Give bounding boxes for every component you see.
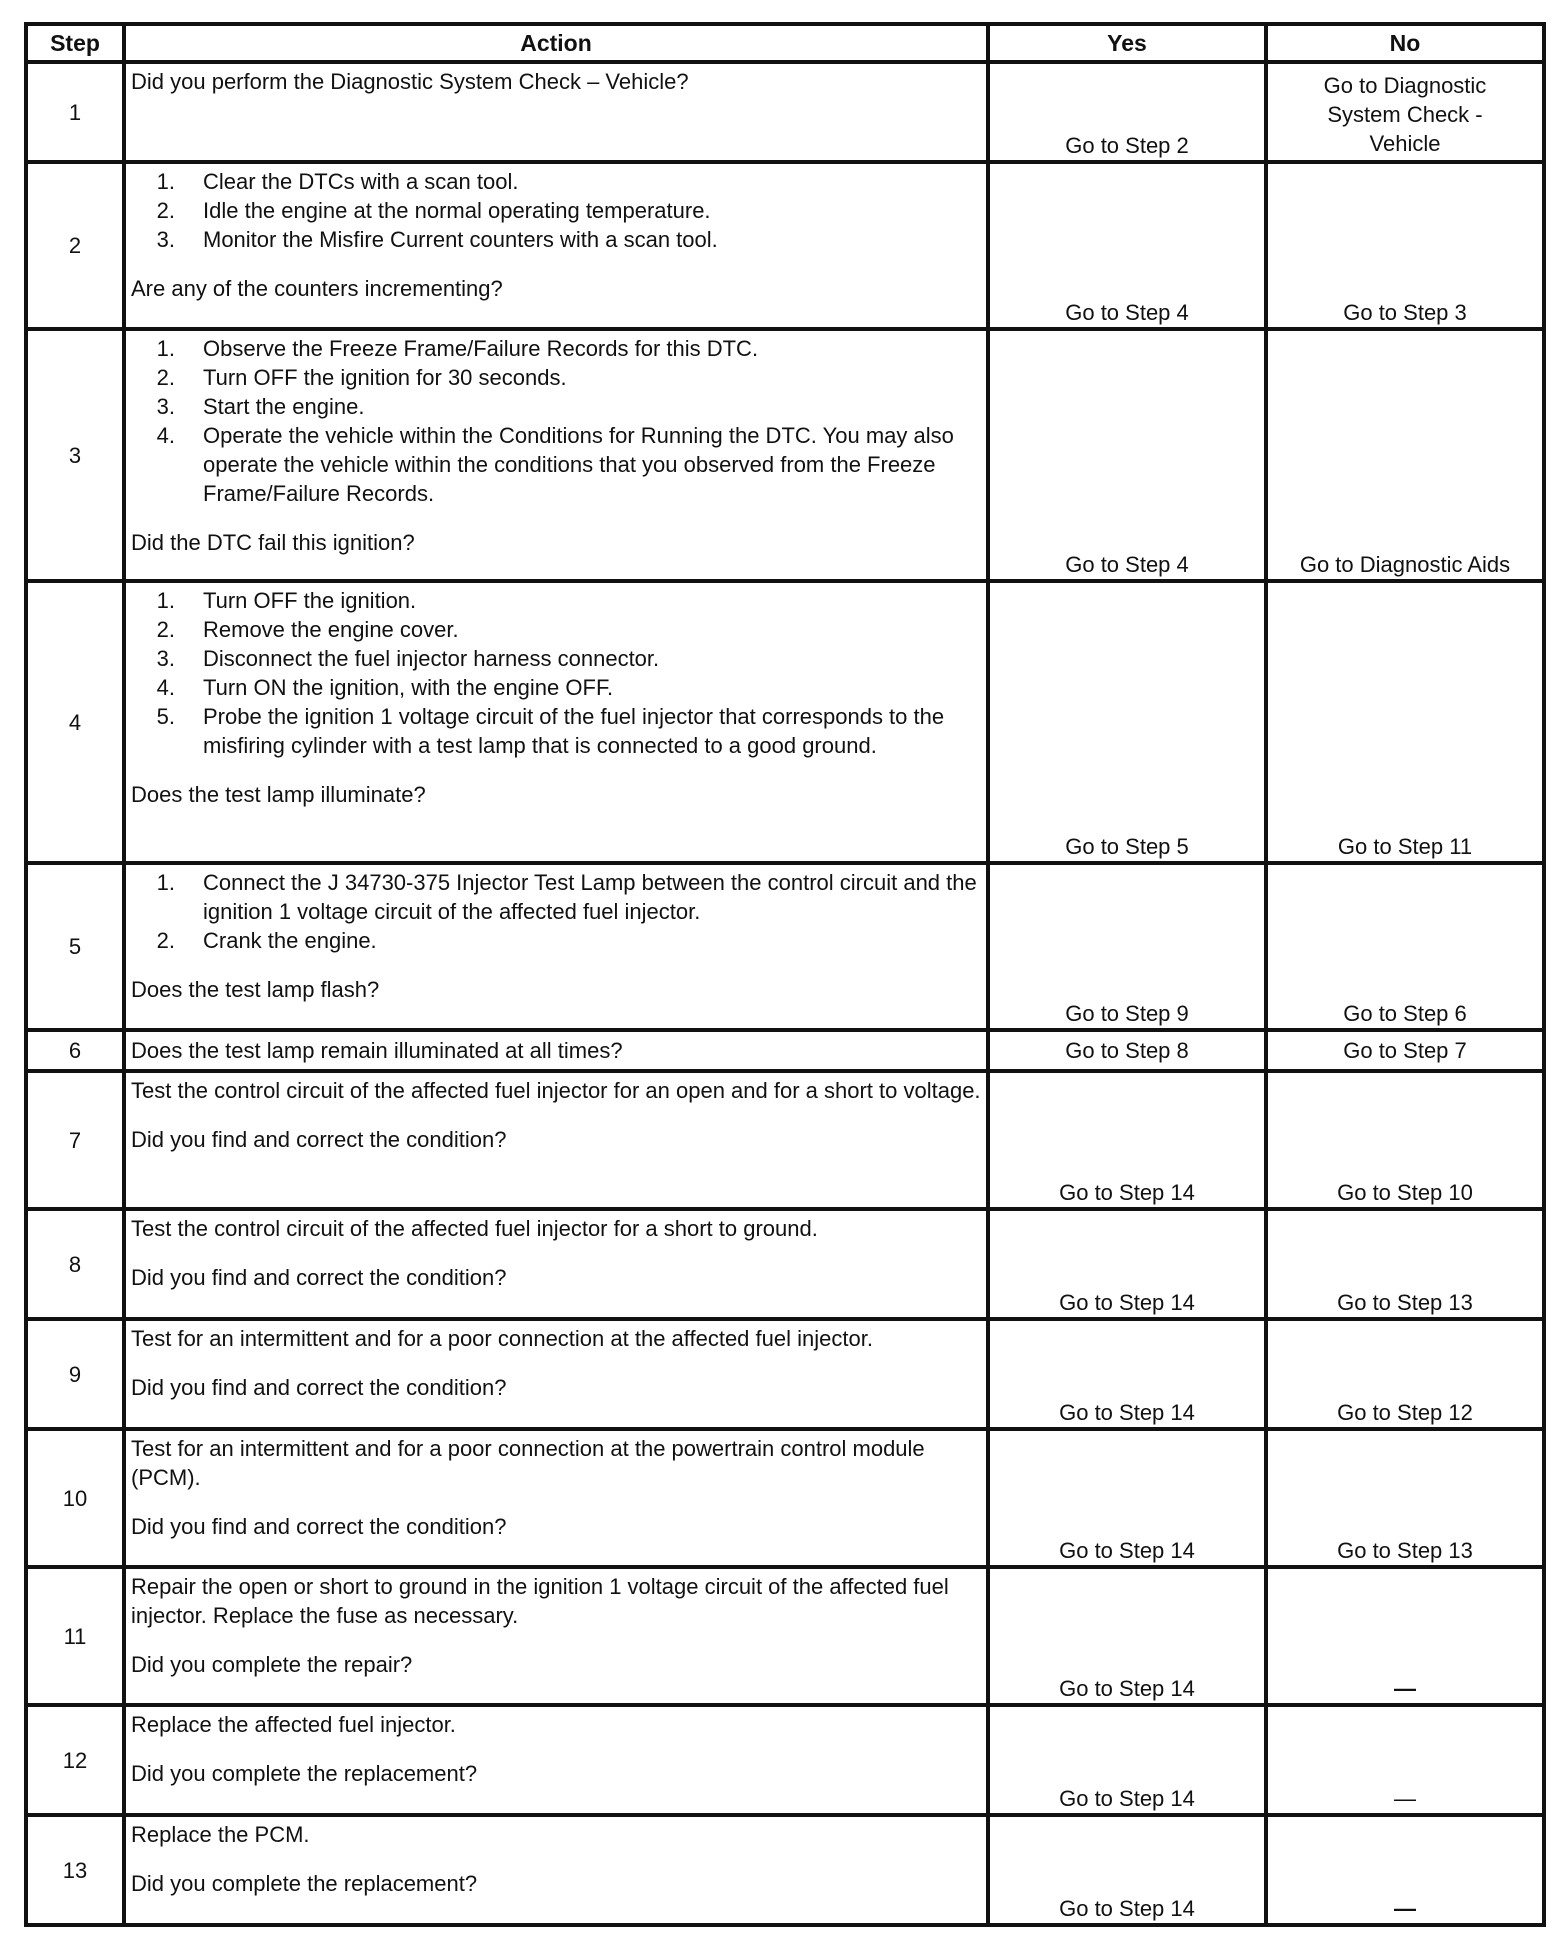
list-item: 1. Turn OFF the ignition. — [156, 588, 417, 613]
step-number: 6 — [26, 1030, 124, 1071]
list-item: 2. Remove the engine cover. — [156, 617, 459, 642]
no-cell: Go to Diagnostic Aids — [1266, 329, 1544, 581]
step-number: 5 — [26, 863, 124, 1030]
step-number: 13 — [26, 1815, 124, 1925]
list-item: 3. Start the engine. — [156, 394, 365, 419]
action-cell — [124, 1429, 988, 1567]
no-cell: Go to Step 10 — [1266, 1071, 1544, 1209]
no-cell — [1266, 1567, 1544, 1705]
action-question: Did you complete the replacement? — [131, 1871, 478, 1896]
list-item: 3. Disconnect the fuel injector harness connector. — [156, 646, 660, 671]
action-question: Did you find and correct the condition? — [131, 1265, 507, 1290]
no-dash: — — [1394, 1676, 1416, 1701]
list-item: 2. Crank the engine. — [156, 928, 377, 953]
action-cell — [124, 162, 988, 329]
step-number: 8 — [26, 1209, 124, 1319]
step-number: 12 — [26, 1705, 124, 1815]
yes-cell: Go to Step 14 — [988, 1429, 1266, 1567]
list-item: 4. Operate the vehicle within the Conditions for Running the DTC. You may also operate the vehicle within the conditions that you observed from the Freeze Frame/Failure Records. — [156, 423, 954, 506]
yes-cell: Go to Step 14 — [988, 1319, 1266, 1429]
table-row — [26, 1429, 1544, 1567]
header-step: Step — [26, 24, 124, 62]
action-cell — [124, 1567, 988, 1705]
table-row — [26, 1209, 1544, 1319]
action-question: Did you find and correct the condition? — [131, 1375, 507, 1400]
yes-cell: Go to Step 4 — [988, 329, 1266, 581]
action-steps — [131, 167, 982, 254]
action-cell — [124, 62, 988, 162]
list-item: 2. Turn OFF the ignition for 30 seconds. — [156, 365, 567, 390]
action-cell — [124, 1209, 988, 1319]
action-cell — [124, 1705, 988, 1815]
yes-cell: Go to Step 4 — [988, 162, 1266, 329]
yes-cell: Go to Step 14 — [988, 1815, 1266, 1925]
table-row — [26, 863, 1544, 1030]
list-item: 1. Clear the DTCs with a scan tool. — [156, 169, 519, 194]
action-text: Replace the affected fuel injector. — [131, 1712, 456, 1737]
action-text: Did you perform the Diagnostic System Check – Vehicle? — [131, 69, 689, 94]
yes-cell: Go to Step 14 — [988, 1071, 1266, 1209]
yes-cell: Go to Step 2 — [988, 62, 1266, 162]
diagnostic-table — [24, 22, 1546, 1927]
action-question: Did you find and correct the condition? — [131, 1514, 507, 1539]
list-item: 4. Turn ON the ignition, with the engine OFF. — [156, 675, 614, 700]
step-number: 4 — [26, 581, 124, 863]
no-dash: — — [1394, 1896, 1416, 1921]
list-item: 1. Observe the Freeze Frame/Failure Records for this DTC. — [156, 336, 759, 361]
action-text: Test the control circuit of the affected fuel injector for a short to ground. — [131, 1216, 818, 1241]
no-cell — [1266, 1815, 1544, 1925]
action-question: Did the DTC fail this ignition? — [131, 530, 415, 555]
no-cell — [1266, 1705, 1544, 1815]
action-text: Test for an intermittent and for a poor connection at the powertrain control module (PCM). — [131, 1436, 925, 1490]
action-cell — [124, 1815, 988, 1925]
table-row — [26, 162, 1544, 329]
yes-cell: Go to Step 14 — [988, 1705, 1266, 1815]
table-row — [26, 1815, 1544, 1925]
action-cell — [124, 1319, 988, 1429]
list-item: 3. Monitor the Misfire Current counters with a scan tool. — [156, 227, 718, 252]
action-steps — [131, 334, 982, 508]
table-row — [26, 1030, 1544, 1071]
action-question: Does the test lamp illuminate? — [131, 782, 426, 807]
no-cell: Go to Step 7 — [1266, 1030, 1544, 1071]
list-item: 5. Probe the ignition 1 voltage circuit of the fuel injector that corresponds to the misfiring cylinder with a test lamp that is connected to a good ground. — [156, 704, 945, 758]
action-cell — [124, 1030, 988, 1071]
step-number: 1 — [26, 62, 124, 162]
table-row — [26, 1071, 1544, 1209]
step-number: 3 — [26, 329, 124, 581]
no-cell: Go to Step 13 — [1266, 1429, 1544, 1567]
action-question: Did you complete the repair? — [131, 1652, 413, 1677]
step-number: 11 — [26, 1567, 124, 1705]
action-text: Replace the PCM. — [131, 1822, 310, 1847]
no-dash: — — [1394, 1786, 1416, 1811]
header-row — [26, 24, 1544, 62]
action-question: Are any of the counters incrementing? — [131, 276, 503, 301]
action-steps — [131, 868, 982, 955]
table-row — [26, 1319, 1544, 1429]
action-question: Did you complete the replacement? — [131, 1761, 478, 1786]
yes-cell: Go to Step 9 — [988, 863, 1266, 1030]
yes-cell: Go to Step 14 — [988, 1567, 1266, 1705]
table-row — [26, 1567, 1544, 1705]
table-row — [26, 329, 1544, 581]
no-cell: Go to Diagnostic System Check - Vehicle — [1266, 62, 1544, 162]
action-cell — [124, 581, 988, 863]
yes-cell: Go to Step 5 — [988, 581, 1266, 863]
step-number: 7 — [26, 1071, 124, 1209]
action-cell — [124, 329, 988, 581]
no-cell: Go to Step 12 — [1266, 1319, 1544, 1429]
yes-cell: Go to Step 14 — [988, 1209, 1266, 1319]
action-cell — [124, 1071, 988, 1209]
no-cell: Go to Step 13 — [1266, 1209, 1544, 1319]
action-question: Did you find and correct the condition? — [131, 1127, 507, 1152]
list-item: 2. Idle the engine at the normal operating temperature. — [156, 198, 711, 223]
no-cell: Go to Step 6 — [1266, 863, 1544, 1030]
header-action: Action — [124, 24, 988, 62]
no-cell: Go to Step 11 — [1266, 581, 1544, 863]
step-number: 9 — [26, 1319, 124, 1429]
no-cell: Go to Step 3 — [1266, 162, 1544, 329]
step-number: 2 — [26, 162, 124, 329]
action-text: Test for an intermittent and for a poor connection at the affected fuel injector. — [131, 1326, 873, 1351]
action-text: Does the test lamp remain illuminated at all times? — [131, 1038, 623, 1063]
action-text: Test the control circuit of the affected fuel injector for an open and for a short to voltage. — [131, 1078, 981, 1103]
action-text: Repair the open or short to ground in the ignition 1 voltage circuit of the affected fuel injector. Replace the fuse as necessary. — [131, 1574, 949, 1628]
header-yes: Yes — [988, 24, 1266, 62]
header-no: No — [1266, 24, 1544, 62]
table-row — [26, 581, 1544, 863]
action-question: Does the test lamp flash? — [131, 977, 380, 1002]
action-steps — [131, 586, 982, 760]
step-number: 10 — [26, 1429, 124, 1567]
yes-cell: Go to Step 8 — [988, 1030, 1266, 1071]
action-cell — [124, 863, 988, 1030]
list-item: 1. Connect the J 34730-375 Injector Test Lamp between the control circuit and the ignition 1 voltage circuit of the affected fuel injector. — [156, 870, 977, 924]
table-row — [26, 62, 1544, 162]
table-row — [26, 1705, 1544, 1815]
